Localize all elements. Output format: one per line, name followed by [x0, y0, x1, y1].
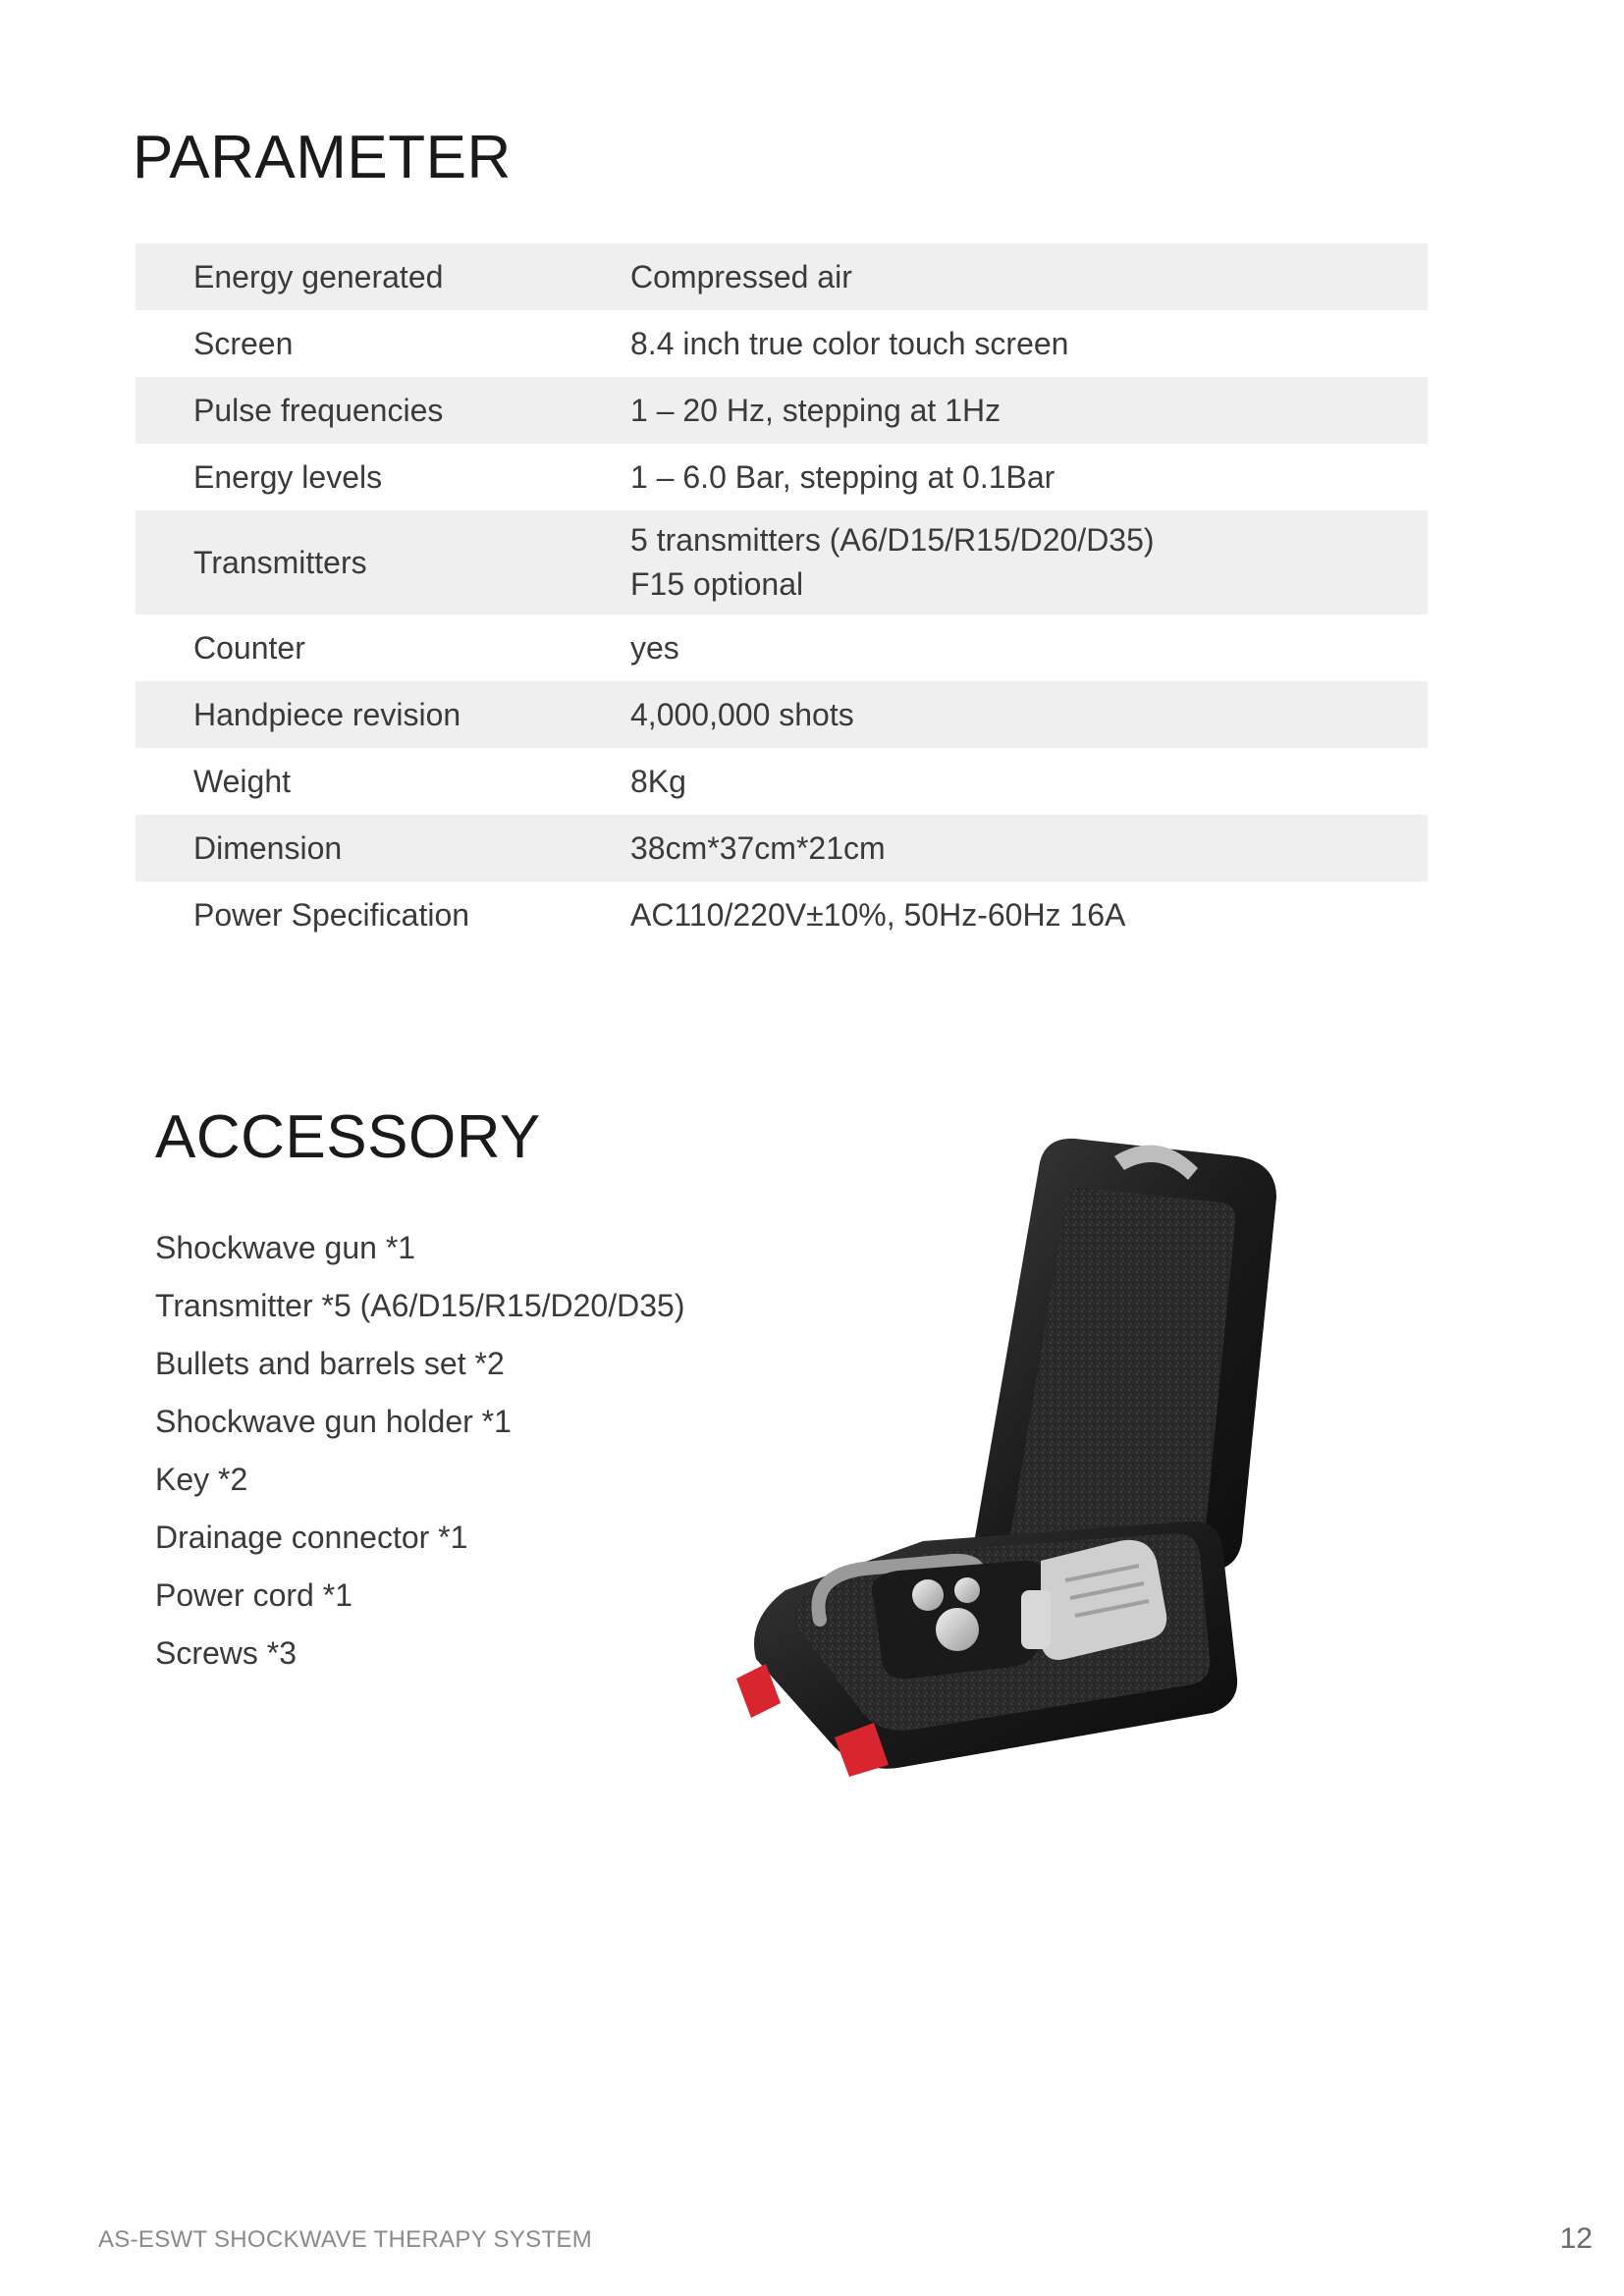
param-label: Screen — [193, 325, 294, 361]
parameter-table — [135, 243, 1428, 948]
param-row-power-specification — [135, 881, 1428, 948]
param-label: Weight — [193, 763, 292, 799]
param-value-line: 8.4 inch true color touch screen — [630, 325, 1069, 361]
param-value-line: yes — [630, 629, 679, 666]
parameter-title: PARAMETER — [133, 124, 512, 191]
param-value-line: 1 – 20 Hz, stepping at 1Hz — [630, 392, 1001, 428]
param-value — [630, 518, 1428, 607]
param-value-line: 8Kg — [630, 763, 686, 799]
accessory-item: Drainage connector *1 — [155, 1520, 468, 1555]
param-label: Pulse frequencies — [193, 392, 444, 428]
param-value — [630, 389, 1428, 433]
param-label: Energy levels — [193, 458, 383, 495]
param-row-transmitters — [135, 510, 1428, 614]
carrying-case-image — [727, 1129, 1394, 1777]
param-value — [630, 760, 1428, 804]
accessory-item: Key *2 — [155, 1462, 248, 1497]
param-value — [630, 455, 1428, 500]
param-value — [630, 255, 1428, 299]
accessory-item: Transmitter *5 (A6/D15/R15/D20/D35) — [155, 1288, 685, 1323]
param-value — [630, 827, 1428, 871]
param-value-line: Compressed air — [630, 258, 852, 294]
param-label: Counter — [193, 629, 305, 666]
param-value — [630, 893, 1428, 937]
param-label: Transmitters — [193, 544, 367, 580]
param-value-line: AC110/220V±10%, 50Hz-60Hz 16A — [630, 896, 1126, 933]
param-row-weight — [135, 748, 1428, 815]
param-row-energy-levels — [135, 444, 1428, 510]
param-label: Dimension — [193, 829, 343, 866]
param-row-energy-generated — [135, 243, 1428, 310]
param-value-line: 5 transmitters (A6/D15/R15/D20/D35) — [630, 522, 1155, 558]
case-base — [754, 1522, 1237, 1769]
param-label: Power Specification — [193, 896, 470, 933]
param-value-line: 1 – 6.0 Bar, stepping at 0.1Bar — [630, 458, 1056, 495]
accessory-item: Shockwave gun *1 — [155, 1230, 416, 1265]
accessory-item: Screws *3 — [155, 1635, 298, 1671]
accessory-title: ACCESSORY — [155, 1103, 541, 1171]
param-row-counter — [135, 614, 1428, 681]
param-value — [630, 693, 1428, 737]
param-value-line: 4,000,000 shots — [630, 696, 854, 732]
case-lid — [970, 1139, 1276, 1590]
param-value — [630, 626, 1428, 670]
param-value-line: F15 optional — [630, 566, 804, 602]
footer-title: AS-ESWT SHOCKWAVE THERAPY SYSTEM — [98, 2226, 593, 2253]
param-value — [630, 322, 1428, 366]
param-label: Energy generated — [193, 258, 444, 294]
param-row-handpiece-revision — [135, 681, 1428, 748]
accessory-item: Power cord *1 — [155, 1577, 352, 1613]
param-row-dimension — [135, 815, 1428, 881]
param-value-line: 38cm*37cm*21cm — [630, 829, 886, 866]
param-label: Handpiece revision — [193, 696, 461, 732]
param-row-pulse-frequencies — [135, 377, 1428, 444]
accessory-item: Bullets and barrels set *2 — [155, 1346, 505, 1381]
param-row-screen — [135, 310, 1428, 377]
accessory-list — [155, 1219, 684, 1682]
page-number: 12 — [1559, 2222, 1593, 2255]
accessory-item: Shockwave gun holder *1 — [155, 1404, 512, 1439]
